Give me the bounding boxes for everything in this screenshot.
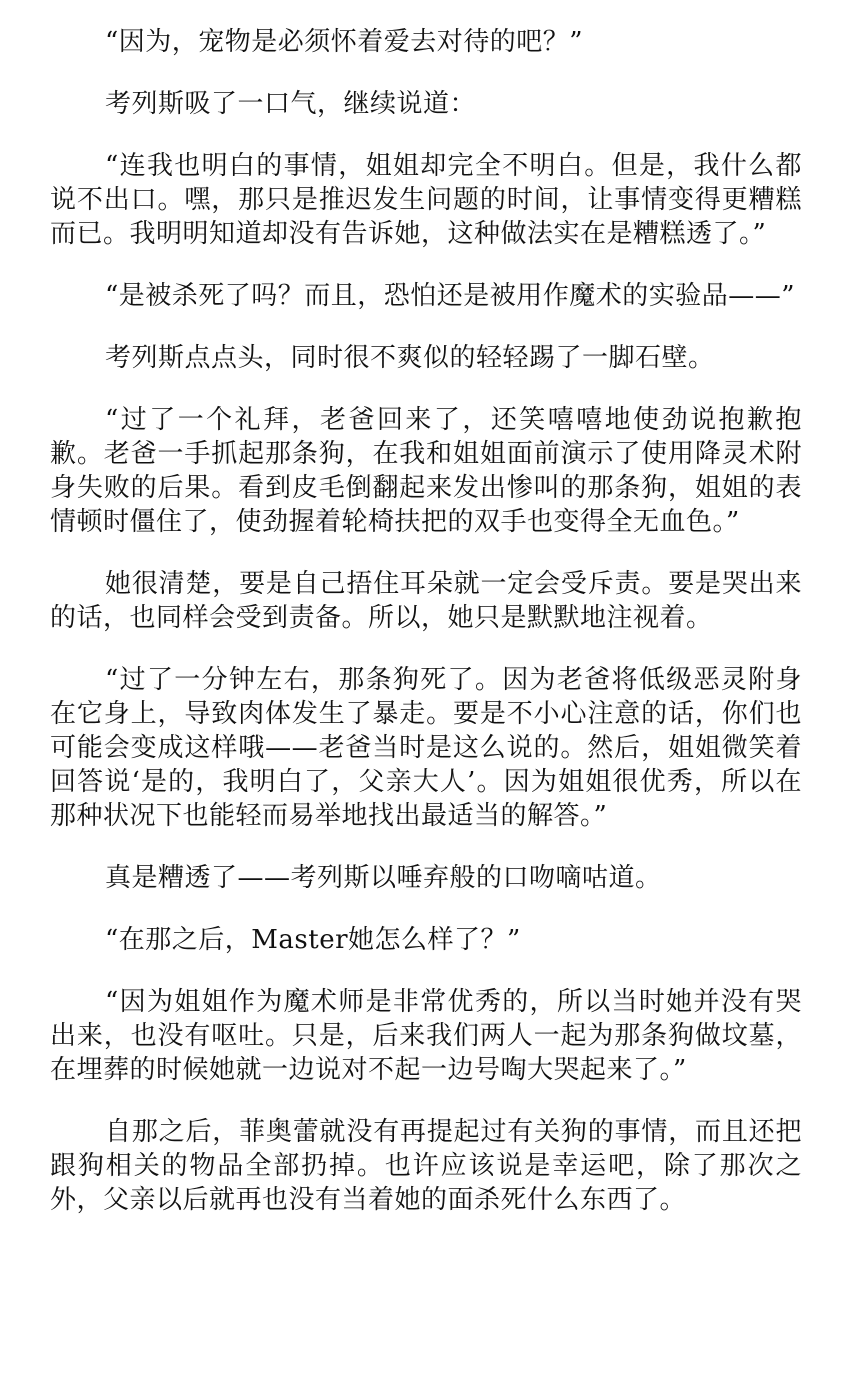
paragraph-11: “因为姐姐作为魔术师是非常优秀的，所以当时她并没有哭出来，也没有呕吐。只是，后来我们两人一起为那条狗做坟墓，在埋葬的时候她就一边说对不起一边号啕大哭起来了。” [50,987,802,1085]
paragraph-7: 她很清楚，要是自己捂住耳朵就一定会受斥责。要是哭出来的话，也同样会受到责备。所以，她只是默默地注视着。 [50,569,802,633]
paragraph-2: 考列斯吸了一口气，继续说道： [105,89,477,119]
paragraph-9: 真是糟透了——考列斯以唾弃般的口吻嘀咕道。 [105,863,662,893]
paragraph-5: 考列斯点点头，同时很不爽似的轻轻踢了一脚石壁。 [105,343,715,373]
paragraph-8: “过了一分钟左右，那条狗死了。因为老爸将低级恶灵附身在它身上，导致肉体发生了暴走。要是不小心注意的话，你们也可能会变成这样哦——老爸当时是这么说的。然后，姐姐微笑着回答说‘是的，我明白了，父亲大人’。因为姐姐很优秀，所以在那种状况下也能轻而易举地找出最适当的解答。” [50,665,802,831]
paragraph-6: “过了一个礼拜，老爸回来了，还笑嘻嘻地使劲说抱歉抱歉。老爸一手抓起那条狗，在我和姐姐面前演示了使用降灵术附身失败的后果。看到皮毛倒翻起来发出惨叫的那条狗，姐姐的表情顿时僵住了，使劲握着轮椅扶把的双手也变得全无血色。” [50,405,802,537]
paragraph-4: “是被杀死了吗？而且，恐怕还是被用作魔术的实验品——” [105,281,796,311]
paragraph-3: “连我也明白的事情，姐姐却完全不明白。但是，我什么都说不出口。嘿，那只是推迟发生问题的时间，让事情变得更糟糕而已。我明明知道却没有告诉她，这种做法实在是糟糕透了。” [50,151,802,249]
paragraph-1: “因为，宠物是必须怀着爱去对待的吧？” [105,27,584,57]
paragraph-10: “在那之后，Master她怎么样了？” [105,925,521,955]
paragraph-12: 自那之后，菲奥蕾就没有再提起过有关狗的事情，而且还把跟狗相关的物品全部扔掉。也许应该说是幸运吧，除了那次之外，父亲以后就再也没有当着她的面杀死什么东西了。 [50,1117,802,1215]
